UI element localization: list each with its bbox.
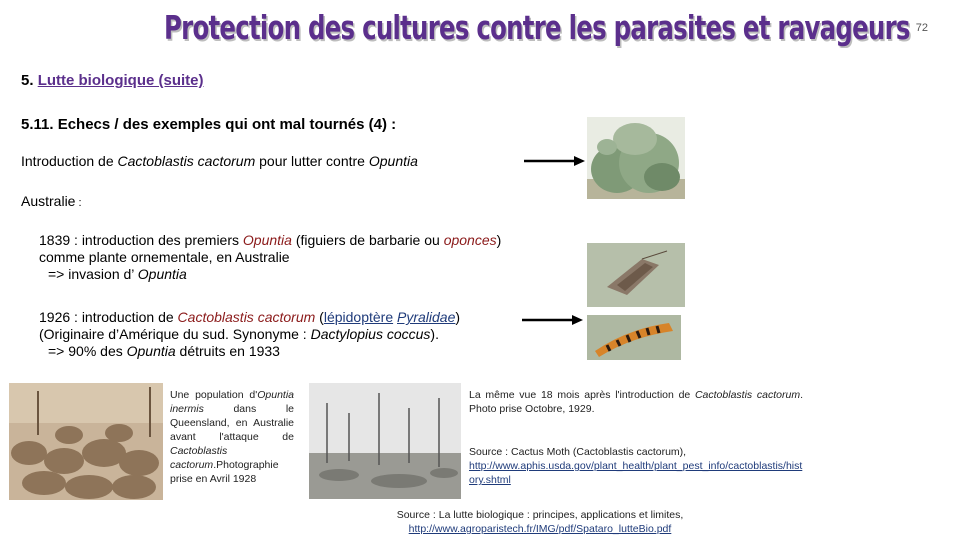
paragraph-1839 [39, 232, 501, 283]
p2-text: 1926 : introduction de [39, 309, 178, 325]
footer-source [370, 508, 710, 536]
target-name: Opuntia [368, 153, 418, 169]
caption-species: Cactoblastis cactorum [694, 389, 801, 401]
intro-text: pour lutter contre [255, 153, 369, 169]
caption-species: Cactoblastis cactorum [170, 445, 228, 471]
p2-species: Cactoblastis cactorum [177, 309, 316, 325]
source-aphis [469, 445, 803, 487]
paragraph-1926 [39, 309, 460, 360]
arrow-right-icon [524, 155, 586, 167]
moth-photo [587, 243, 685, 307]
intro-line [21, 153, 418, 169]
country-label: Australie [21, 193, 76, 209]
opuntia-photo [587, 117, 685, 199]
p2-text: ( [315, 309, 324, 325]
species-name: Cactoblastis cactorum [117, 153, 256, 169]
caterpillar-photo [587, 315, 681, 360]
p1-line2: comme plante ornementale, en Australie [39, 249, 290, 265]
section-number: 5. [21, 72, 34, 89]
cactus-field-before-photo [9, 383, 163, 500]
page-title: Protection des cultures contre les parasites et ravageurs [164, 8, 910, 47]
section-label: Lutte biologique (suite) [37, 72, 204, 89]
footer-text: Source : La lutte biologique : principes, applications et limites, [396, 509, 684, 521]
p2-text: (Originaire d’Amérique du sud. Synonyme : [39, 326, 311, 342]
caption-text: Une population d' [170, 389, 258, 401]
field-after-photo [309, 383, 461, 499]
p2-text: ). [430, 326, 439, 342]
p1-text: ) [496, 232, 502, 248]
photo-caption-after [469, 388, 803, 416]
country-colon: : [75, 197, 82, 209]
footer-source-link[interactable]: http://www.agroparistech.fr/IMG/pdf/Spataro_lutteBio.pdf [408, 523, 672, 535]
country-heading [21, 193, 82, 209]
p1-text: 1839 : introduction des premiers [39, 232, 243, 248]
source-text: Source : Cactus Moth (Cactoblastis cactorum), [469, 446, 687, 458]
caption-text: La même vue 18 mois après l'introduction de [469, 389, 695, 401]
p1-text: (figuiers de barbarie ou [291, 232, 444, 248]
p2-text: => 90% des [48, 343, 127, 359]
photo-caption-before [170, 388, 294, 486]
subsection-heading: 5.11. Echecs / des exemples qui ont mal tournés (4) : [21, 116, 397, 133]
caption-text: dans le Queensland, en Australie avant l'attaque de [170, 403, 294, 443]
p2-text: ) [455, 309, 461, 325]
p1-opuntia: Opuntia [242, 232, 292, 248]
caption-text: .Photographie prise en Avril 1928 [170, 459, 279, 485]
p1-text: => invasion d’ [48, 266, 138, 282]
arrow-right-icon [522, 314, 584, 326]
p2-text: détruits en 1933 [175, 343, 280, 359]
intro-text: Introduction de [21, 153, 118, 169]
p1-opuntia: Opuntia [137, 266, 187, 282]
caption-species: Opuntia inermis [170, 389, 294, 415]
pyralidae-link[interactable]: Pyralidae [397, 309, 456, 325]
p2-synonym: Dactylopius coccus [310, 326, 431, 342]
lepidoptere-link[interactable]: lépidoptère [323, 309, 394, 325]
page-number: 72 [915, 22, 928, 34]
p1-oponces: oponces [443, 232, 497, 248]
p2-opuntia: Opuntia [126, 343, 176, 359]
caption-text: . Photo prise Octobre, 1929. [469, 389, 803, 415]
source-aphis-link[interactable]: http://www.aphis.usda.gov/plant_health/plant_pest_info/cactoblastis/history.shtml [469, 460, 803, 486]
section-heading [21, 72, 204, 89]
